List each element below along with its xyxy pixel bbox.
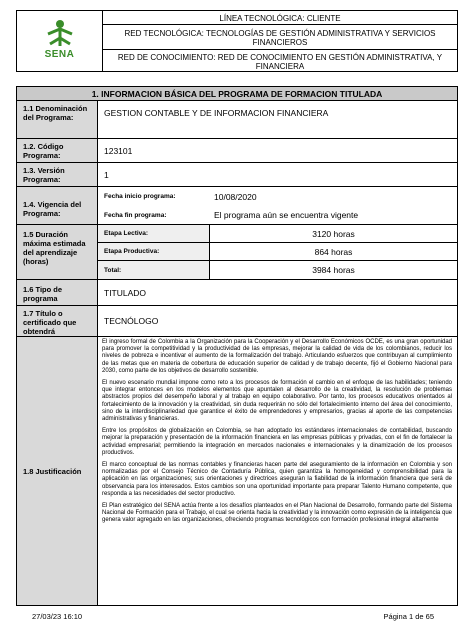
justificacion-paragraph: El marco conceptual de las normas contables y financieras hacen parte del aseguramiento de la información en Colombia y son normalizadas por el Consejo Técnico de Contaduría Pública, quien garantiza la homogeneidad y comprensibilidad para la aplicación en las organizaciones; sus orientaciones y directrices aseguran la fiabilidad de la información financiera que será de observancia para los interesados. Estos cambios son una oportunidad importante para preparar Talento Humano competente, que responda a las necesidades del sector productivo. [102, 462, 452, 497]
version-label: 1.3. Versión Programa: [17, 163, 98, 187]
program-info-table [16, 86, 458, 606]
tipo-value: TITULADO [98, 280, 457, 306]
duracion-lectiva-value: 3120 horas [312, 228, 355, 239]
codigo-label: 1.2. Código Programa: [17, 139, 98, 163]
version-value: 1 [98, 163, 457, 187]
vigencia-inicio-value: 10/08/2020 [214, 191, 257, 202]
codigo-value: 123101 [98, 139, 457, 163]
duracion-total-row [98, 261, 457, 280]
vigencia-fin-value: El programa aún se encuentra vigente [214, 210, 359, 220]
titulo-value: TECNÓLOGO [98, 306, 457, 337]
duracion-label: 1.5 Duración máxima estimada del aprendizaje (horas) [17, 225, 98, 280]
duracion-lectiva-row [98, 225, 457, 243]
sena-logo-icon [45, 18, 75, 48]
duracion-total-value: 3984 horas [312, 265, 355, 275]
document-header [16, 10, 458, 72]
header-red-tecnologica: RED TECNOLÓGICA: TECNOLOGÍAS DE GESTIÓN ADMINISTRATIVA Y SERVICIOS FINANCIEROS [103, 26, 457, 50]
footer-page-number: Página 1 de 65 [383, 612, 434, 621]
duracion-productiva-row [98, 243, 457, 261]
justificacion-text [98, 337, 457, 605]
tipo-label: 1.6 Tipo de programa [17, 280, 98, 306]
header-linea-tecnologica: LÍNEA TECNOLÓGICA: CLIENTE [103, 14, 457, 25]
duracion-total-label: Total: [98, 261, 210, 279]
vigencia-fin-label: Fecha fin programa: [104, 211, 167, 219]
vigencia-inicio-label: Fecha inicio programa: [104, 193, 176, 200]
sena-logo [36, 18, 84, 64]
justificacion-paragraph: El Plan estratégico del SENA actúa frente a los desafíos planteados en el Plan Nacional de Desarrollo, formando parte del Sistema Nacional de Formación para el Trabajo, el cual se orienta hacia la creatividad y la innovación como expresión de la inteligencia que genera valor agregado en las organizaciones, ofreciendo programas tecnológicos con formación profesional integral altamente [102, 503, 452, 524]
vigencia-label: 1.4. Vigencia del Programa: [17, 187, 98, 225]
duracion-productiva-label: Etapa Productiva: [98, 243, 210, 260]
vigencia-fin-row [98, 206, 457, 225]
titulo-label: 1.7 Título o certificado que obtendrá [17, 306, 98, 337]
denominacion-value: GESTION CONTABLE Y DE INFORMACION FINANCIERA [98, 101, 457, 139]
footer-datetime: 27/03/23 16:10 [32, 612, 83, 621]
justificacion-paragraph: Entre los propósitos de globalización en Colombia, se han adoptado los estándares internacionales de contabilidad, buscando mejorar la preparación y presentación de la información financiera en las empresas públicas y privadas, con el fin de fortalecer la actividad empresarial; permitiendo la integración en mercados nacionales e internacionales y la dinamización de los procesos productivos. [102, 428, 452, 456]
logo-cell [17, 11, 103, 71]
justificacion-paragraph: El nuevo escenario mundial impone como reto a los procesos de formación el cambio en el enfoque de las habilidades; teniendo que integrar entonces en los modelos elementos que apuntalen al desarrollo de la creatividad, la resolución de problemas abstractos propios del desempeño laboral y al trabajo en equipo colaborativo. Por tanto, los procesos educativos orientados al fortalecimiento de la innovación y la creatividad, sin duda requerirán no sólo del fortalecimiento interno del área del conocimiento, sino de la interdisciplinariedad que garantice el éxito de emprendedores y empresarios, gracias al aporte de las competencias administrativas y financieras. [102, 380, 452, 423]
justificacion-paragraph: El ingreso formal de Colombia a la Organización para la Cooperación y el Desarrollo Económicos OCDE, es una gran oportunidad para promover la competitividad y la productividad de las empresas, mejorar la calidad de vida de los colombianos, reducir los niveles de pobreza e incentivar el aumento de la formalización del trabajo. Articulando esfuerzos que contribuyan al cumplimiento de las metas que en materia de cobertura de educación superior de calidad y de trabajo decente, fijó el Gobierno Nacional para 2030, como parte de los objetivos de desarrollo sostenible. [102, 339, 452, 374]
vigencia-inicio-row [98, 187, 457, 206]
header-red-conocimiento: RED DE CONOCIMIENTO: RED DE CONOCIMIENTO EN GESTIÓN ADMINISTRATIVA, Y FINANCIERA [117, 53, 443, 71]
justificacion-label: 1.8 Justificación [17, 337, 98, 605]
section-title: 1. INFORMACION BÁSICA DEL PROGRAMA DE FORMACION TITULADA [17, 87, 457, 101]
denominacion-label: 1.1 Denominación del Programa: [17, 101, 98, 139]
duracion-lectiva-label: Etapa Lectiva: [98, 225, 210, 242]
logo-text: SENA [44, 49, 75, 60]
duracion-productiva-value: 864 horas [314, 246, 353, 257]
